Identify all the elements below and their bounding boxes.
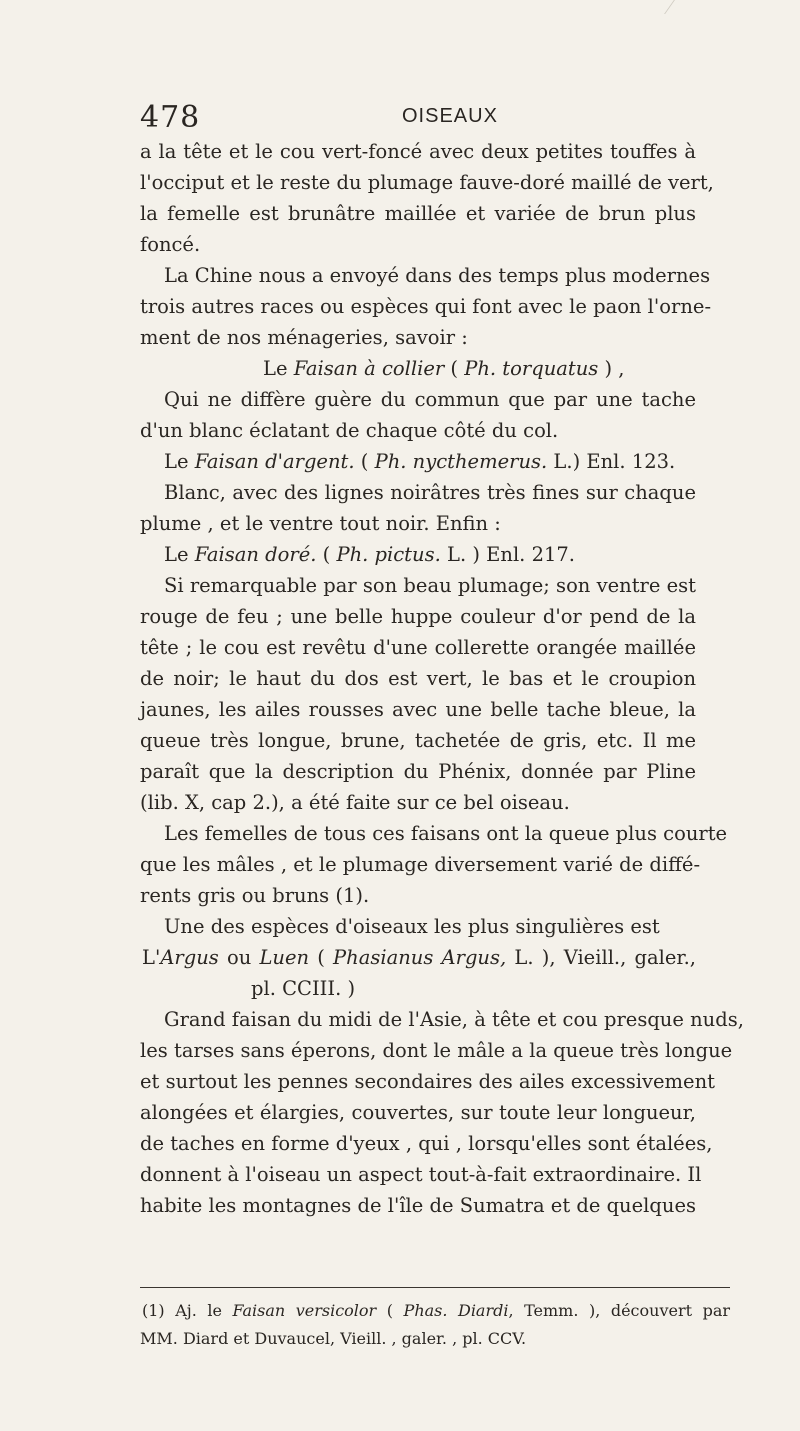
text-line: de noir; le haut du dos est vert, le bas et le croupion	[140, 667, 696, 690]
footnote	[140, 1297, 730, 1353]
running-title: OISEAUX	[402, 105, 498, 127]
species-heading-argus: L'Argus ou Luen ( Phasianus Argus, L. ), Vieill., galer.,	[142, 946, 696, 969]
text-line: Les femelles de tous ces faisans ont la queue plus courte	[164, 822, 728, 845]
text-line: tête ; le cou est revêtu d'une collerette orangée maillée	[140, 636, 696, 659]
scientific-name: Ph. torquatus	[464, 357, 599, 380]
page-header	[140, 100, 700, 136]
text-line: l'occiput et le reste du plumage fauve-doré maillé de vert,	[140, 171, 714, 194]
species-name: Faisan d'argent.	[194, 450, 355, 473]
body-text	[140, 136, 744, 1221]
species-name: Faisan versicolor	[232, 1301, 377, 1320]
species-heading-collier: Le Faisan à collier ( Ph. torquatus ) ,	[263, 357, 625, 380]
species-name: Faisan à collier	[293, 357, 445, 380]
text-line: Qui ne diffère guère du commun que par une tache	[164, 388, 696, 411]
text-line: la femelle est brunâtre maillée et variée de brun plus	[140, 202, 696, 225]
text-line: Si remarquable par son beau plumage; son ventre est	[164, 574, 696, 597]
page-corner-mark	[664, 0, 687, 14]
species-heading-argent: Le Faisan d'argent. ( Ph. nycthemerus. L.) Enl. 123.	[164, 450, 676, 473]
footnote-divider	[140, 1287, 730, 1288]
footnote-line: MM. Diard et Duvaucel, Vieill. , galer. , pl. CCV.	[140, 1329, 527, 1348]
text-line: (lib. X, cap 2.), a été faite sur ce bel oiseau.	[140, 791, 570, 814]
text-line: rouge de feu ; une belle huppe couleur d'or pend de la	[140, 605, 696, 628]
text-line: foncé.	[140, 233, 201, 256]
text-line: que les mâles , et le plumage diversement varié de diffé-	[140, 853, 701, 876]
species-name-alt: Luen	[259, 946, 310, 969]
text-line: a la tête et le cou vert-foncé avec deux petites touffes à	[140, 140, 696, 163]
text-line: pl. CCIII. )	[251, 977, 356, 1000]
text-line: ment de nos ménageries, savoir :	[140, 326, 468, 349]
text-line: paraît que la description du Phénix, donnée par Pline	[140, 760, 696, 783]
text-line: donnent à l'oiseau un aspect tout-à-fait extraordinaire. Il	[140, 1163, 702, 1186]
text-line: jaunes, les ailes rousses avec une belle tache bleue, la	[140, 698, 696, 721]
scientific-name: Ph. pictus.	[336, 543, 441, 566]
text-line: alongées et élargies, couvertes, sur toute leur longueur,	[140, 1101, 696, 1124]
scientific-name: Phas. Diardi	[403, 1301, 509, 1320]
text-line: plume , et le ventre tout noir. Enfin :	[140, 512, 501, 535]
text-line: La Chine nous a envoyé dans des temps plus modernes	[164, 264, 711, 287]
text-line: d'un blanc éclatant de chaque côté du col.	[140, 419, 559, 442]
text-line: rents gris ou bruns (1).	[140, 884, 370, 907]
text-line: trois autres races ou espèces qui font avec le paon l'orne-	[140, 295, 712, 318]
species-heading-dore: Le Faisan doré. ( Ph. pictus. L. ) Enl. 217.	[164, 543, 575, 566]
text-line: Grand faisan du midi de l'Asie, à tête et cou presque nuds,	[164, 1008, 744, 1031]
scientific-name: Phasianus Argus,	[333, 946, 507, 969]
page-number: 478	[140, 100, 201, 135]
text-line: Blanc, avec des lignes noirâtres très fines sur chaque	[164, 481, 696, 504]
text-line: habite les montagnes de l'île de Sumatra et de quelques	[140, 1194, 696, 1217]
text-line: queue très longue, brune, tachetée de gris, etc. Il me	[140, 729, 696, 752]
species-name: Faisan doré.	[194, 543, 317, 566]
scientific-name: Ph. nycthemerus.	[374, 450, 548, 473]
text-line: les tarses sans éperons, dont le mâle a la queue très longue	[140, 1039, 733, 1062]
text-line: et surtout les pennes secondaires des ailes excessivement	[140, 1070, 715, 1093]
text-line: Une des espèces d'oiseaux les plus singulières est	[164, 915, 660, 938]
text-line: de taches en forme d'yeux , qui , lorsqu'elles sont étalées,	[140, 1132, 713, 1155]
species-name: Argus	[160, 946, 219, 969]
footnote-line: (1) Aj. le Faisan versicolor ( Phas. Diardi, Temm. ), découvert par	[142, 1301, 731, 1320]
